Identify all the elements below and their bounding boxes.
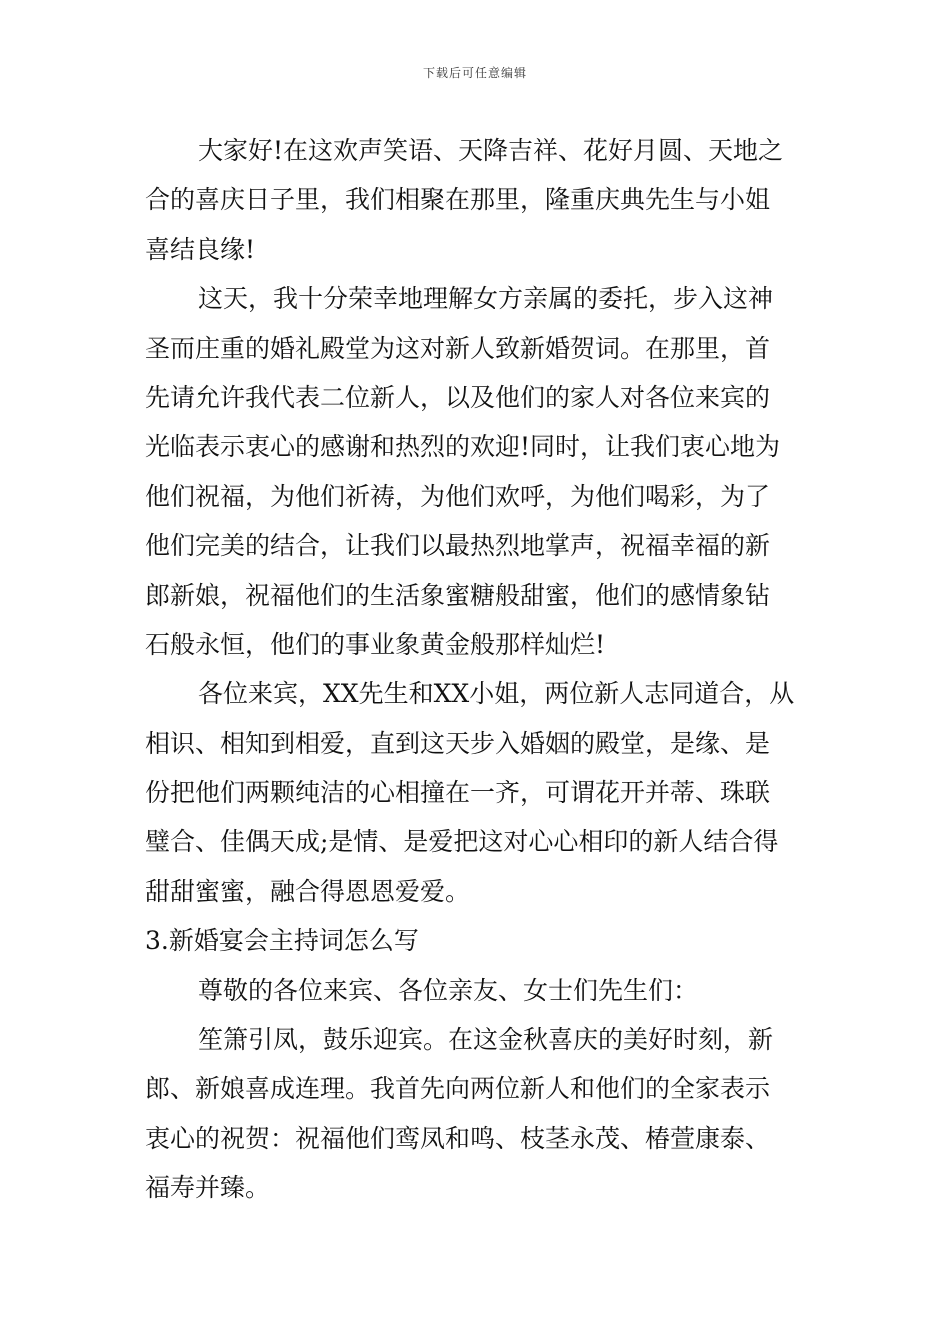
text-line: 光临表示衷心的感谢和热烈的欢迎!同时，让我们衷心地为 [145, 432, 781, 462]
text-line: 份把他们两颗纯洁的心相撞在一齐，可谓花开并蒂、珠联 [145, 778, 771, 808]
text-line: 他们完美的结合，让我们以最热烈地掌声，祝福幸福的新 [145, 531, 771, 561]
text-line: 甜甜蜜蜜，融合得恩恩爱爱。 [145, 876, 471, 906]
text-line: 福寿并臻。 [145, 1173, 271, 1203]
text-line: 郎新娘，祝福他们的生活象蜜糖般甜蜜，他们的感情象钻 [145, 580, 771, 610]
text-line: 尊敬的各位来宾、各位亲友、女士们先生们： [198, 975, 699, 1005]
text-line: 石般永恒，他们的事业象黄金般那样灿烂! [145, 629, 606, 659]
text-line: 各位来宾，XX先生和XX小姐，两位新人志同道合，从 [198, 679, 795, 709]
text-line: 笙箫引凤，鼓乐迎宾。在这金秋喜庆的美好时刻，新 [198, 1025, 774, 1055]
text-line: 喜结良缘! [145, 234, 256, 264]
page-header: 下载后可任意编辑 [422, 66, 527, 80]
text-line: 璧合、佳偶天成;是情、是爱把这对心心相印的新人结合得 [145, 827, 779, 857]
text-line: 衷心的祝贺：祝福他们鸾凤和鸣、枝茎永茂、椿萱康泰、 [145, 1123, 771, 1153]
text-line: 合的喜庆日子里，我们相聚在那里，隆重庆典先生与小姐 [145, 185, 771, 215]
text-line: 大家好!在这欢声笑语、天降吉祥、花好月圆、天地之 [198, 136, 784, 165]
text-line: 相识、相知到相爱，直到这天步入婚姻的殿堂，是缘、是 [145, 728, 771, 758]
text-line: 这天，我十分荣幸地理解女方亲属的委托，步入这神 [198, 284, 774, 314]
text-line: 郎、新娘喜成连理。我首先向两位新人和他们的全家表示 [145, 1074, 771, 1104]
text-line: 圣而庄重的婚礼殿堂为这对新人致新婚贺词。在那里，首 [145, 333, 771, 363]
document-body [145, 126, 805, 1213]
section-heading: 3.新婚宴会主持词怎么写 [145, 926, 419, 956]
text-line: 他们祝福，为他们祈祷，为他们欢呼，为他们喝彩，为了 [145, 481, 771, 511]
text-line: 先请允许我代表二位新人，以及他们的家人对各位来宾的 [145, 382, 771, 412]
